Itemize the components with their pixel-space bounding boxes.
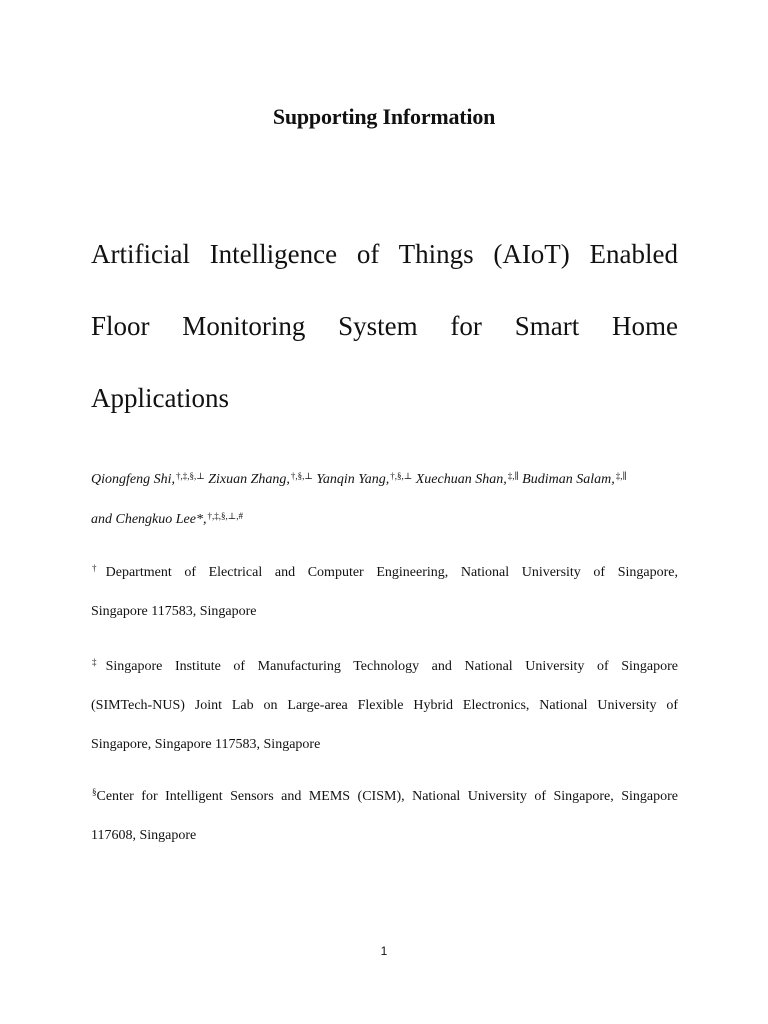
affiliation-text: Center for Intelligent Sensors and MEMS (CISM), National University of Singapore, Singapore xyxy=(96,789,678,804)
author-name: Zixuan Zhang, xyxy=(208,472,290,487)
author-line xyxy=(91,500,678,540)
affiliation-line: 117608, Singapore xyxy=(91,828,197,843)
title-line: Floor Monitoring System for Smart Home xyxy=(91,311,678,341)
author-line xyxy=(91,460,678,500)
affiliation-mark: ‡ xyxy=(92,657,106,667)
affiliation-text: Department of Electrical and Computer Engineering, National University of Singapore, xyxy=(105,565,678,580)
author-name: Qiongfeng Shi, xyxy=(91,472,175,487)
affiliation-block xyxy=(91,777,678,855)
affiliation-text: Singapore Institute of Manufacturing Technology and National University of Singapore xyxy=(105,659,678,674)
author-affiliation-marks: ‡,∥ xyxy=(615,471,627,481)
author-affiliation-marks: ‡,∥ xyxy=(507,471,519,481)
author-list xyxy=(91,460,678,540)
author-name: Xuechuan Shan, xyxy=(415,472,507,487)
affiliation-line xyxy=(91,647,678,686)
author-affiliation-marks: †,§,⊥ xyxy=(290,471,313,481)
author-name: Budiman Salam, xyxy=(522,472,615,487)
page-number: 1 xyxy=(380,944,388,958)
affiliation-line: (SIMTech-NUS) Joint Lab on Large-area Flexible Hybrid Electronics, National University of xyxy=(91,698,678,713)
affiliation-line: Singapore 117583, Singapore xyxy=(91,604,257,619)
author-name: Yanqin Yang, xyxy=(316,472,390,487)
affiliation-block xyxy=(91,647,678,764)
author-affiliation-marks: †,‡,§,⊥,# xyxy=(207,511,243,521)
affiliation-mark: † xyxy=(92,563,106,573)
affiliation-block xyxy=(91,553,678,631)
affiliation-line xyxy=(91,553,678,592)
author-affiliation-marks: †,§,⊥ xyxy=(390,471,413,481)
affiliation-mark: § xyxy=(92,787,97,797)
author-affiliation-marks: †,‡,§,⊥ xyxy=(176,471,205,481)
author-name: and Chengkuo Lee*, xyxy=(91,512,207,527)
title-line: Applications xyxy=(91,383,229,413)
title-line: Artificial Intelligence of Things (AIoT) Enabled xyxy=(91,239,678,269)
paper-title xyxy=(91,218,678,434)
section-heading: Supporting Information xyxy=(272,104,496,129)
affiliation-line: Singapore, Singapore 117583, Singapore xyxy=(91,737,321,752)
affiliation-line xyxy=(91,777,678,816)
